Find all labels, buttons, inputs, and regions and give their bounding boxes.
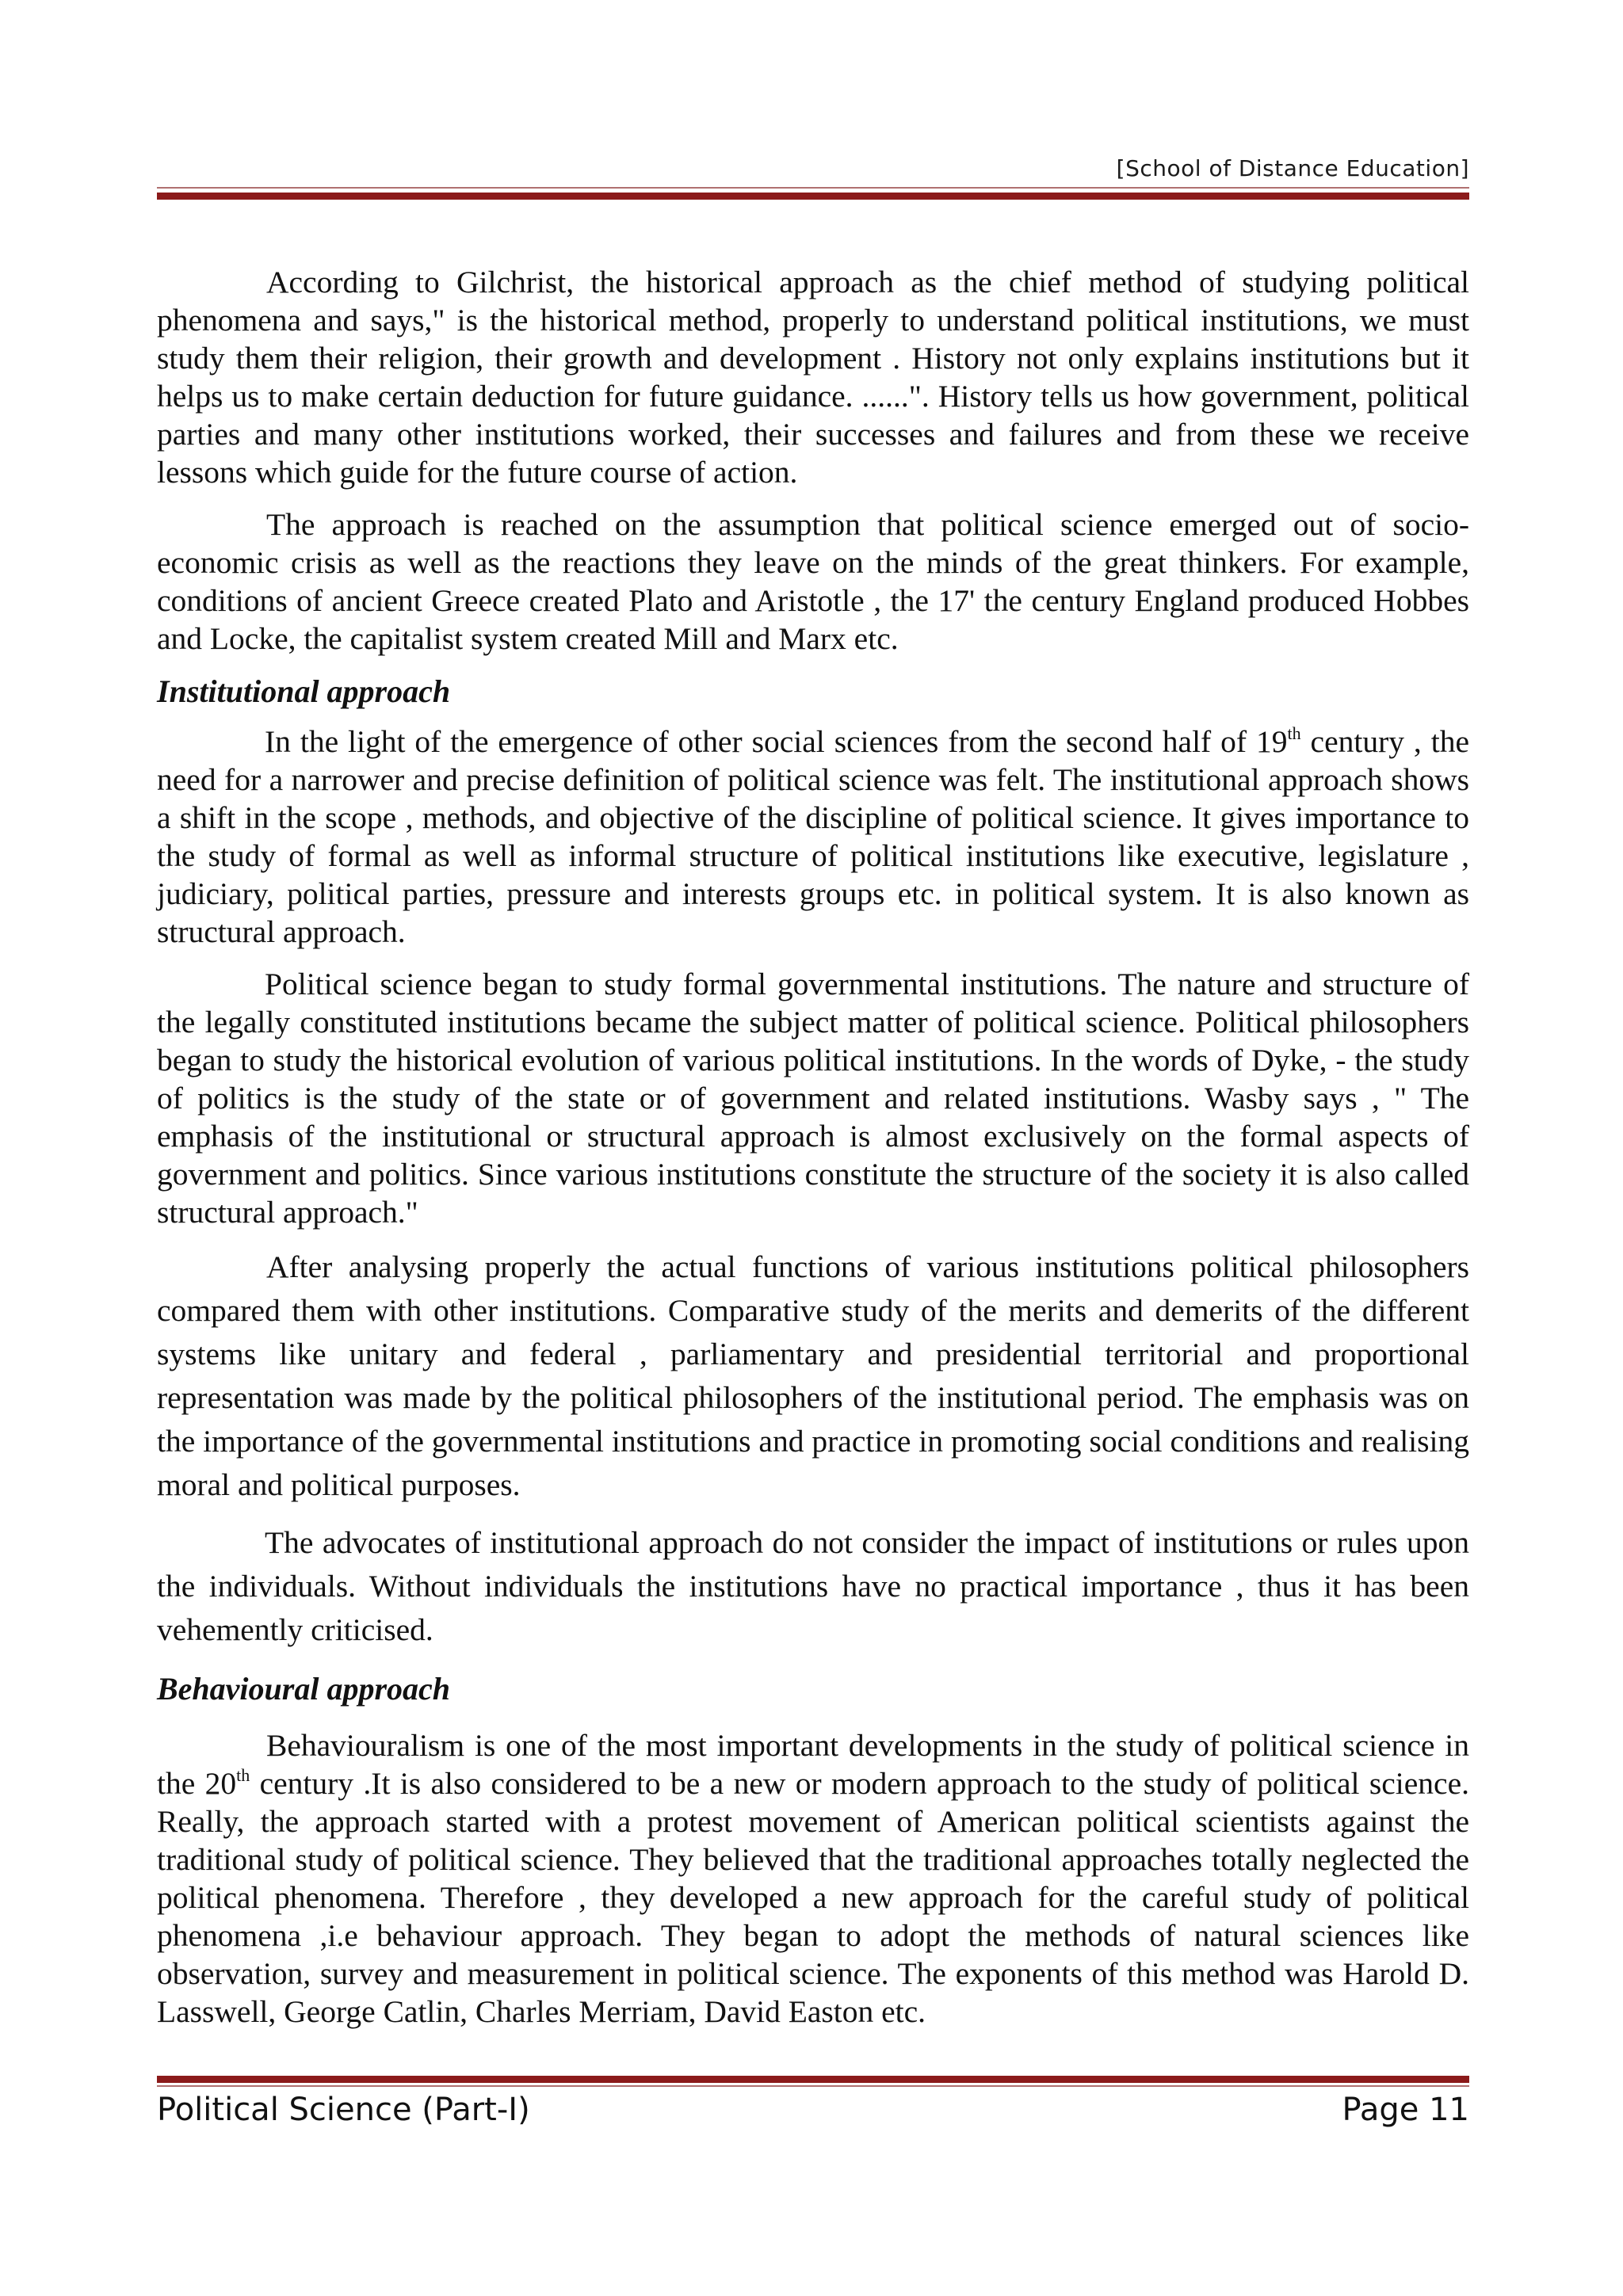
header-divider-thick <box>157 193 1469 200</box>
header-divider-thin <box>157 187 1469 189</box>
footer-page-number: Page 11 <box>1342 2092 1469 2128</box>
heading-behavioural-approach: Behavioural approach <box>157 1671 451 1707</box>
paragraph-text: century .It is also considered to be a new or modern approach to the study of political science. Really, the approach started with a protest movement of American political scientists against the traditional study of political science. They believed that the traditional approaches totally neglected the political phenomena. Therefore , they developed a new approach for the careful study of political phenomena ,i.e behaviour approach. They began to adopt the methods of natural sciences like observation, survey and measurement in political science. The exponents of this method was Harold D. Lasswell, George Catlin, Charles Merriam, David Easton etc. <box>157 1766 1469 2029</box>
paragraph-text: century , the need for a narrower and precise definition of political science was felt. The institutional approach shows a shift in the scope , methods, and objective of the discipline of political science. It gives importance to the study of formal as well as informal structure of political institutions like executive, legislature , judiciary, political parties, pressure and interests groups etc. in political system. It is also known as structural approach. <box>157 724 1469 949</box>
ordinal-superscript: th <box>236 1765 250 1785</box>
paragraph-comparative-study: After analysing properly the actual functions of various institutions political philosophers compared them with other institutions. Comparative study of the merits and demerits of the different systems like unitary and federal , parliamentary and presidential territorial and proportional representation was made by the political philosophers of the institutional period. The emphasis was on the importance of the governmental institutions and practice in promoting social conditions and realising moral and political purposes. <box>157 1249 1469 1502</box>
footer-divider-thin <box>157 2085 1469 2087</box>
paragraph-institutional-intro <box>157 723 1469 951</box>
heading-institutional-approach: Institutional approach <box>157 673 451 709</box>
paragraph-assumption: The approach is reached on the assumption that political science emerged out of socio-economic crisis as well as the reactions they leave on the minds of the great thinkers. For example, conditions of ancient Greece created Plato and Aristotle , the 17' the century England produced Hobbes and Locke, the capitalist system created Mill and Marx etc. <box>157 507 1469 656</box>
paragraph-text: In the light of the emergence of other social sciences from the second half of 19 <box>265 724 1288 759</box>
paragraph-behaviouralism <box>157 1726 1469 2031</box>
footer-course-title: Political Science (Part-I) <box>157 2092 530 2128</box>
paragraph-text: Behaviouralism is one of the most important developments in the study of political science in the 20 <box>157 1728 1469 1801</box>
header-institution: [School of Distance Education] <box>1116 155 1469 181</box>
page-body <box>157 263 1469 2045</box>
paragraph-criticism: The advocates of institutional approach do not consider the impact of institutions or rules upon the individuals. Without individuals the institutions have no practical importance , thus it has been vehemently criticised. <box>157 1525 1469 1647</box>
ordinal-superscript: th <box>1287 723 1301 743</box>
paragraph-gilchrist: According to Gilchrist, the historical approach as the chief method of studying political phenomena and says," is the historical method, properly to understand political institutions, we must study them their religion, their growth and development . History not only explains institutions but it helps us to make certain deduction for future guidance. ......". History tells us how government, political parties and many other institutions worked, their successes and failures and from these we receive lessons which guide for the future course of action. <box>157 265 1469 490</box>
footer-divider-thick <box>157 2076 1469 2083</box>
paragraph-formal-institutions: Political science began to study formal governmental institutions. The nature and structure of the legally constituted institutions became the subject matter of political science. Political philosophers began to study the historical evolution of various political institutions. In the words of Dyke, - the study of politics is the study of the state or of government and related institutions. Wasby says , " The emphasis of the institutional or structural approach is almost exclusively on the formal aspects of government and politics. Since various institutions constitute the structure of the society it is also called structural approach." <box>157 967 1469 1230</box>
